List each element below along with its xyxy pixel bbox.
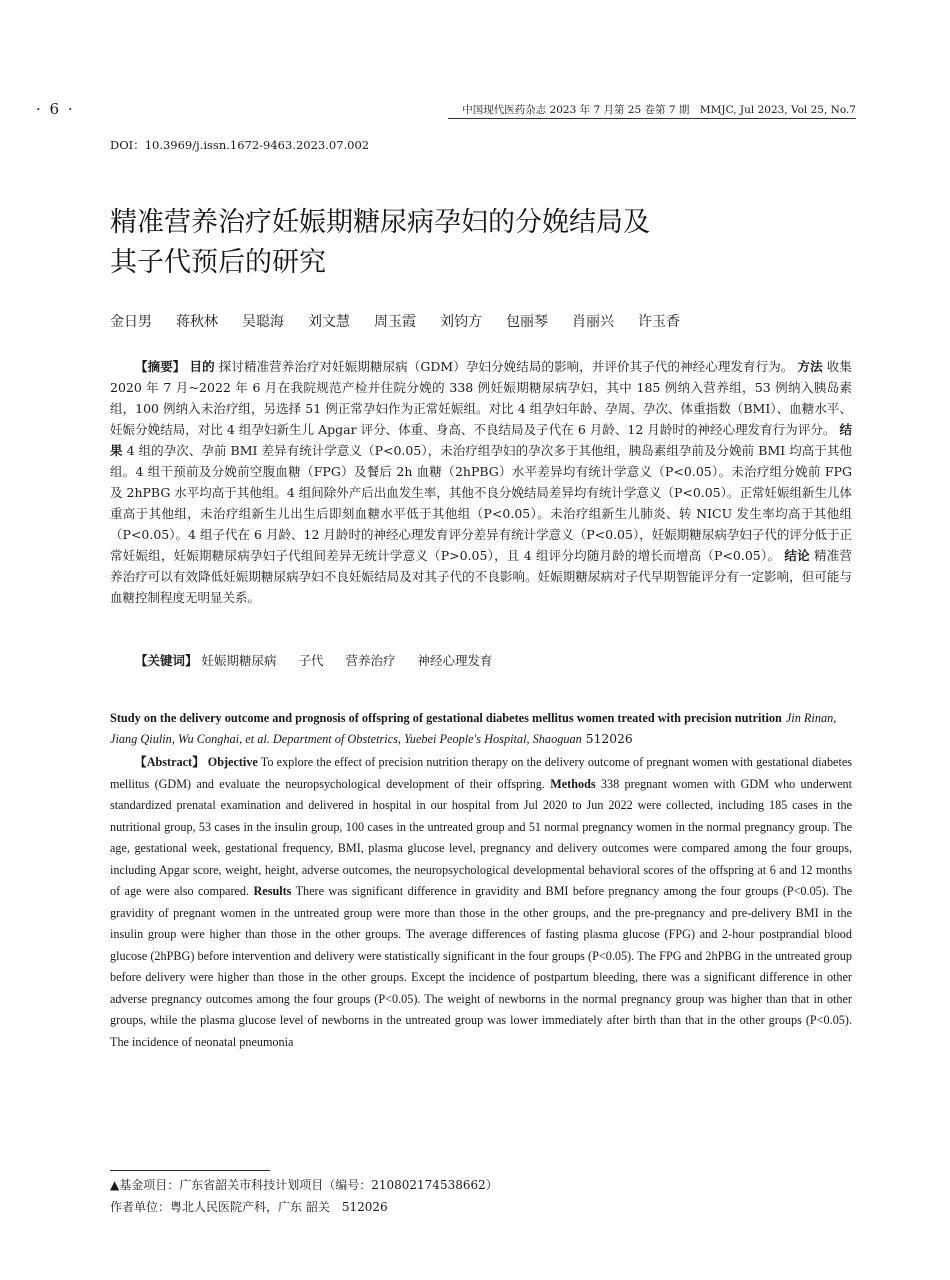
english-authors-affiliation: Jin Rinan, Jiang Qiulin, Wu Conghai, et al. Department of Obstetrics, Yuebei People's Hospital, Shaoguan — [110, 711, 837, 746]
methods-en-label: Methods — [550, 776, 596, 791]
author: 金日男 — [110, 314, 152, 330]
keyword: 营养治疗 — [345, 653, 396, 668]
title-line-2: 其子代预后的研究 — [110, 247, 326, 278]
author-list — [110, 311, 850, 331]
author: 包丽琴 — [506, 314, 548, 330]
keyword: 神经心理发育 — [417, 653, 493, 668]
page-number: · 6 · — [36, 100, 75, 118]
results-label: 结果 — [110, 422, 852, 458]
author: 吴聪海 — [242, 314, 284, 330]
english-title: Study on the delivery outcome and prognosis of offspring of gestational diabetes mellitus women treated with precision nutrition — [110, 711, 782, 725]
fund-note: ▲基金项目：广东省韶关市科技计划项目（编号：210802174538662） — [110, 1178, 498, 1192]
conclusion-text: 精准营养治疗可以有效降低妊娠期糖尿病孕妇不良妊娠结局及对其子代的不良影响。妊娠期糖尿病对子代早期智能评分有一定影响，但可能与血糖控制程度无明显关系。 — [110, 548, 852, 605]
english-postcode: 512026 — [585, 732, 633, 746]
objective-text: 探讨精准营养治疗对妊娠期糖尿病（GDM）孕妇分娩结局的影响，并评价其子代的神经心理发育行为。 — [218, 359, 794, 374]
keyword: 子代 — [298, 653, 324, 668]
author: 周玉霞 — [374, 314, 416, 330]
author: 许玉香 — [638, 314, 680, 330]
doi: DOI：10.3969/j.issn.1672-9463.2023.07.002 — [110, 138, 370, 152]
footnote-rule — [110, 1170, 270, 1171]
abstract-english — [110, 752, 852, 1140]
keywords-label: 【关键词】 — [135, 653, 198, 668]
author: 蒋秋林 — [176, 314, 218, 330]
title-line-1: 精准营养治疗妊娠期糖尿病孕妇的分娩结局及 — [110, 207, 650, 238]
page-title — [110, 203, 810, 283]
results-text: 4 组的孕次、孕前 BMI 差异有统计学意义（P<0.05），未治疗组孕妇的孕次多于其他组，胰岛素组孕前及分娩前 BMI 均高于其他组。4 组干预前及分娩前空腹血糖（FPG）及餐后 2h 血糖（2hPBG）水平差异均有统计学意义（P<0.05）。未治疗组分娩前 FPG 及 2hPBG 水平均高于其他组。4 组间除外产后出血发生率，其他不良分娩结局差异均有统计学意义（P<0.05）。正常妊娠组新生儿体重高于其他组，未治疗组新生儿出生后即刻血糖水平低于其他组（P<0.05）。未治疗组新生儿肺炎、转 NICU 发生率均高于其他组（P<0.05）。4 组子代在 6 月龄、12 月龄时的神经心理发育评分差异有统计学意义（P<0.05），妊娠期糖尿病孕妇子代的评分低于正常妊娠组，妊娠期糖尿病孕妇子代组间差异无统计学意义（P>0.05），且 4 组评分均随月龄的增长而增高（P<0.05）。 — [110, 443, 852, 563]
objective-en-text: To explore the effect of precision nutrition therapy on the delivery outcome of pregnant women with gestational diabetes mellitus (GDM) and evaluate the neuropsychological development of their offspring. — [110, 755, 852, 791]
results-en-text: There was significant difference in gravidity and BMI before pregnancy among the four groups (P<0.05). The gravidity of pregnant women in the untreated group were more than those in the other groups, and the pre-pregnancy and pre-delivery BMI in the insulin group were higher than those in the other groups. The average differences of fasting plasma glucose (FPG) and 2-hour postprandial blood glucose (2hPBG) before intervention and delivery were statistically significant in the four groups (P<0.05). The FPG and 2hPBG in the untreated group before delivery were higher than those in the other groups. Except the incidence of postpartum bleeding, there was a significant difference in other adverse pregnancy outcomes among the four groups (P<0.05). The weight of newborns in the normal pregnancy group was higher than that in other groups, while the plasma glucose level of newborns in the untreated group was lower immediately after birth than that in the other groups (P<0.05). The incidence of neonatal pneumonia — [110, 884, 852, 1049]
abstract-en-label: 【Abstract】 — [134, 755, 205, 769]
objective-label: 目的 — [189, 359, 215, 374]
journal-header: 中国现代医药杂志 2023 年 7 月第 25 卷第 7 期 MMJC, Jul 2023, Vol 25, No.7 — [462, 104, 856, 116]
author: 刘钧方 — [440, 314, 482, 330]
keyword: 妊娠期糖尿病 — [201, 653, 277, 668]
keywords-chinese — [110, 650, 852, 671]
results-en-label: Results — [253, 884, 292, 898]
objective-en-label: Objective — [207, 755, 258, 769]
author: 肖丽兴 — [572, 314, 614, 330]
methods-text: 收集 2020 年 7 月~2022 年 6 月在我院规范产检并住院分娩的 338 例妊娠期糖尿病孕妇，其中 185 例纳入营养组，53 例纳入胰岛素组，100 例纳入未治疗组，另选择 51 例正常孕妇作为正常妊娠组。对比 4 组孕妇年龄、孕周、孕次、体重指数（BMI）、血糖水平、妊娠分娩结局，对比 4 组孕妇新生儿 Apgar 评分、体重、身高、不良结局及子代在 6 月龄、12 月龄时的神经心理发育行为评分。 — [110, 359, 852, 437]
abstract-label: 【摘要】 — [135, 359, 186, 374]
author-affiliation: 作者单位：粤北人民医院产科，广东 韶关 512026 — [110, 1200, 388, 1214]
methods-en-text: 338 pregnant women with GDM who underwent standardized prenatal examination and delivered in hospital in our hospital from Jul 2020 to Jun 2022 were collected, including 185 cases in the nutritional group, 53 cases in the insulin group, 100 cases in the untreated group and 51 normal pregnancy women in the normal pregnancy group. The age, gestational week, gestational frequency, BMI, plasma glucose level, pregnancy and delivery outcomes were compared among the four groups, including Apgar score, weight, height, adverse outcomes, the neuropsychological developmental behavioral scores of the offspring at 6 and 12 months of age were also compared. — [110, 776, 852, 898]
methods-label: 方法 — [797, 359, 823, 374]
conclusion-label: 结论 — [784, 548, 810, 563]
abstract-chinese — [110, 356, 852, 650]
author: 刘文慧 — [308, 314, 350, 330]
header-rule — [448, 118, 856, 119]
english-title-block — [110, 708, 852, 750]
